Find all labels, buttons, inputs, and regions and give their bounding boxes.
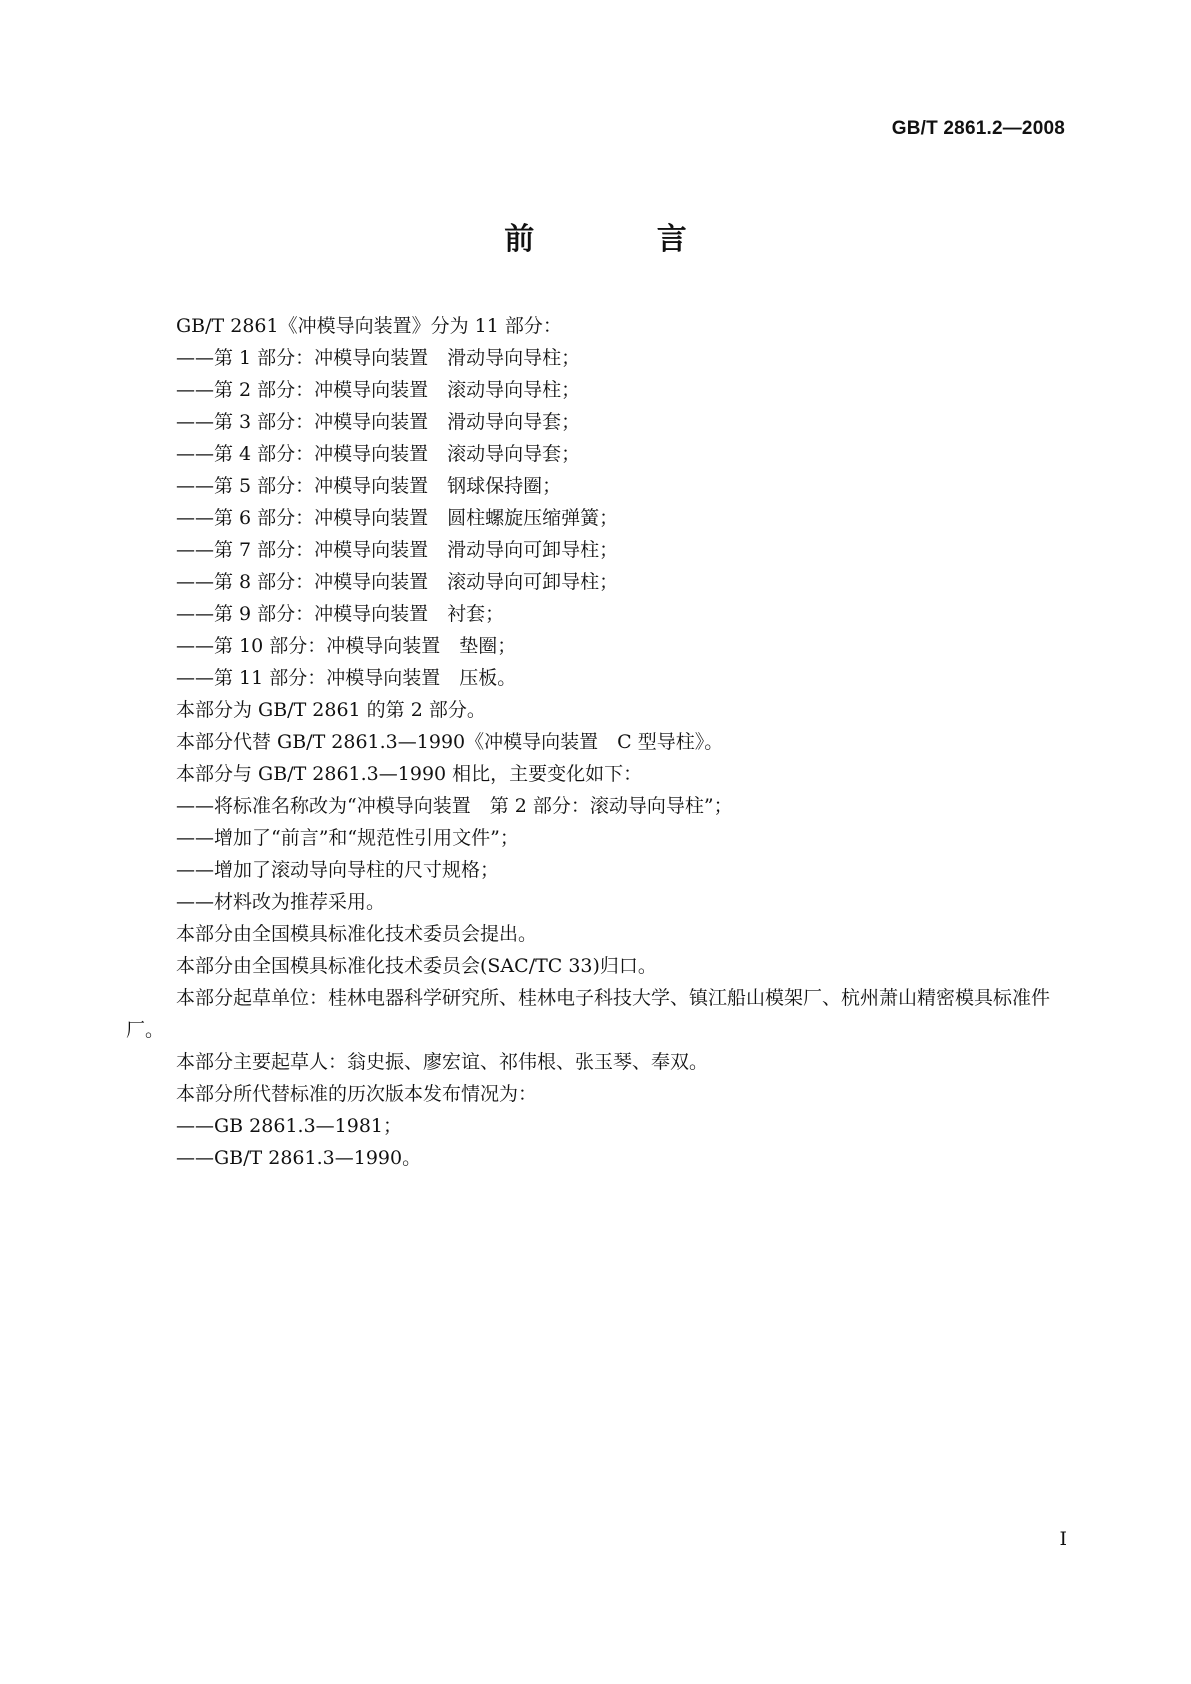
list-item: ——第 10 部分：冲模导向装置 垫圈； <box>176 635 517 657</box>
paragraph: 本部分起草单位：桂林电器科学研究所、桂林电子科技大学、镇江船山模架厂、杭州萧山精密模具标准件厂。 <box>126 987 1051 1041</box>
page-title: 前 言 <box>504 222 743 257</box>
list-item: ——第 9 部分：冲模导向装置 衬套； <box>176 603 505 625</box>
list-item: ——GB 2861.3—1981； <box>176 1115 403 1137</box>
list-item: ——第 1 部分：冲模导向装置 滑动导向导柱； <box>176 347 581 369</box>
paragraph: 本部分与 GB/T 2861.3—1990 相比，主要变化如下： <box>176 763 643 785</box>
list-item: ——材料改为推荐采用。 <box>176 891 386 913</box>
page-number: I <box>1059 1528 1067 1550</box>
list-item: ——第 3 部分：冲模导向装置 滑动导向导套； <box>176 411 581 433</box>
paragraph: 本部分由全国模具标准化技术委员会(SAC/TC 33)归口。 <box>176 955 657 977</box>
paragraph: GB/T 2861《冲模导向装置》分为 11 部分： <box>176 315 562 337</box>
paragraph: 本部分为 GB/T 2861 的第 2 部分。 <box>176 699 486 721</box>
paragraph: 本部分主要起草人：翁史振、廖宏谊、祁伟根、张玉琴、奉双。 <box>176 1051 709 1073</box>
list-item: ——将标准名称改为“冲模导向装置 第 2 部分：滚动导向导柱”； <box>176 795 733 817</box>
list-item: ——增加了滚动导向导柱的尺寸规格； <box>176 859 500 881</box>
foreword-body <box>126 310 1066 1174</box>
list-item: ——第 2 部分：冲模导向装置 滚动导向导柱； <box>176 379 581 401</box>
list-item: ——第 6 部分：冲模导向装置 圆柱螺旋压缩弹簧； <box>176 507 619 529</box>
list-item: ——第 7 部分：冲模导向装置 滑动导向可卸导柱； <box>176 539 619 561</box>
paragraph: 本部分代替 GB/T 2861.3—1990《冲模导向装置 C 型导柱》。 <box>176 731 724 753</box>
list-item: ——第 4 部分：冲模导向装置 滚动导向导套； <box>176 443 581 465</box>
paragraph: 本部分由全国模具标准化技术委员会提出。 <box>176 923 538 945</box>
list-item: ——GB/T 2861.3—1990。 <box>176 1147 422 1169</box>
list-item: ——第 11 部分：冲模导向装置 压板。 <box>176 667 517 689</box>
list-item: ——第 5 部分：冲模导向装置 钢球保持圈； <box>176 475 562 497</box>
list-item: ——第 8 部分：冲模导向装置 滚动导向可卸导柱； <box>176 571 619 593</box>
paragraph: 本部分所代替标准的历次版本发布情况为： <box>176 1083 538 1105</box>
list-item: ——增加了“前言”和“规范性引用文件”； <box>176 827 519 849</box>
standard-code-header: GB/T 2861.2—2008 <box>891 118 1065 139</box>
